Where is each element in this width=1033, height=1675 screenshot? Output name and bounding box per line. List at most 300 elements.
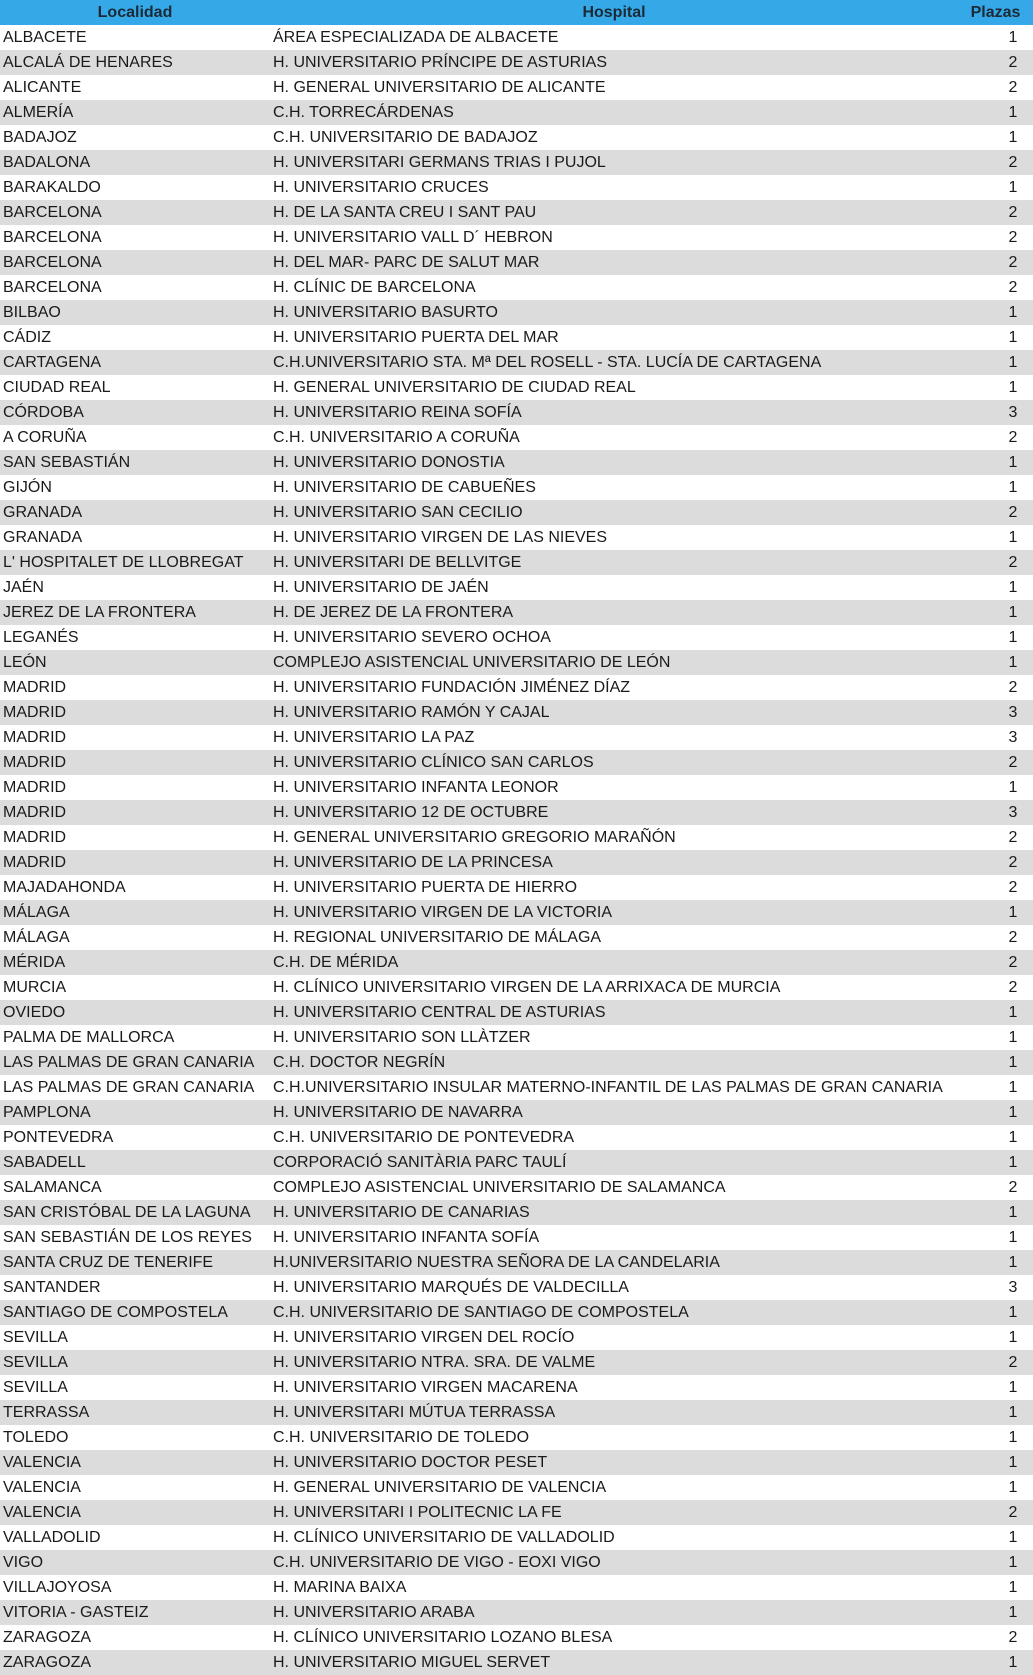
cell-localidad: BILBAO [3, 304, 61, 321]
plazas-value: 2 [1008, 1179, 1018, 1196]
cell-plazas [958, 1300, 1033, 1325]
cell-localidad: TOLEDO [3, 1429, 69, 1446]
cell-plazas [958, 750, 1033, 775]
cell-hospital: C.H. UNIVERSITARIO DE TOLEDO [273, 1429, 530, 1446]
table-row [0, 875, 1033, 900]
cell-plazas [958, 700, 1033, 725]
cell-localidad: CÓRDOBA [3, 404, 84, 421]
cell-localidad: VALENCIA [3, 1454, 81, 1471]
table-row [0, 1350, 1033, 1375]
plazas-value: 2 [1008, 229, 1018, 246]
cell-hospital: H. UNIVERSITARIO MARQUÉS DE VALDECILLA [273, 1279, 629, 1296]
cell-plazas [958, 675, 1033, 700]
cell-hospital: H. UNIVERSITARIO DE CANARIAS [273, 1204, 530, 1221]
cell-plazas [958, 275, 1033, 300]
plazas-value: 1 [1008, 1054, 1018, 1071]
plazas-value: 1 [1008, 129, 1018, 146]
cell-localidad: ZARAGOZA [3, 1654, 92, 1671]
plazas-value: 1 [1008, 1429, 1018, 1446]
table-row [0, 900, 1033, 925]
table-row [0, 1200, 1033, 1225]
cell-localidad: SANTA CRUZ DE TENERIFE [3, 1254, 214, 1271]
plazas-value: 1 [1008, 1129, 1018, 1146]
table-row [0, 1375, 1033, 1400]
cell-hospital: H. DE LA SANTA CREU I SANT PAU [273, 204, 537, 221]
plazas-value: 1 [1008, 454, 1018, 471]
plazas-value: 2 [1008, 1504, 1018, 1521]
cell-plazas [958, 1600, 1033, 1625]
table-row [0, 100, 1033, 125]
plazas-value: 2 [1008, 54, 1018, 71]
cell-hospital: C.H. DOCTOR NEGRÍN [273, 1054, 446, 1071]
plazas-value: 1 [1008, 1579, 1018, 1596]
cell-hospital: H. CLÍNICO UNIVERSITARIO LOZANO BLESA [273, 1629, 613, 1646]
cell-localidad: SEVILLA [3, 1329, 68, 1346]
cell-plazas [958, 500, 1033, 525]
plazas-value: 2 [1008, 504, 1018, 521]
table-row [0, 375, 1033, 400]
cell-localidad: MÁLAGA [3, 904, 70, 921]
cell-plazas [958, 825, 1033, 850]
table-row [0, 1550, 1033, 1575]
plazas-value: 1 [1008, 479, 1018, 496]
cell-plazas [958, 1025, 1033, 1050]
cell-localidad: SEVILLA [3, 1379, 68, 1396]
cell-hospital: C.H. UNIVERSITARIO A CORUÑA [273, 429, 520, 446]
cell-localidad: SABADELL [3, 1154, 86, 1171]
table-row [0, 300, 1033, 325]
cell-localidad: OVIEDO [3, 1004, 66, 1021]
table-row [0, 1000, 1033, 1025]
cell-hospital: H.UNIVERSITARIO NUESTRA SEÑORA DE LA CANDELARIA [273, 1254, 720, 1271]
cell-localidad: BADAJOZ [3, 129, 77, 146]
cell-plazas [958, 550, 1033, 575]
table-row [0, 1250, 1033, 1275]
cell-plazas [958, 225, 1033, 250]
table-row [0, 25, 1033, 50]
table-row [0, 1275, 1033, 1300]
plazas-value: 1 [1008, 179, 1018, 196]
plazas-value: 2 [1008, 929, 1018, 946]
cell-hospital: H. UNIVERSITARIO ARABA [273, 1604, 475, 1621]
cell-hospital: H. GENERAL UNIVERSITARIO DE VALENCIA [273, 1479, 607, 1496]
table-row [0, 425, 1033, 450]
table-body [0, 25, 1033, 1675]
header-row [0, 0, 1033, 25]
cell-hospital: H. GENERAL UNIVERSITARIO GREGORIO MARAÑÓN [273, 829, 676, 846]
plazas-value: 1 [1008, 304, 1018, 321]
plazas-value: 1 [1008, 529, 1018, 546]
cell-localidad: JAÉN [3, 579, 44, 596]
cell-localidad: JEREZ DE LA FRONTERA [3, 604, 196, 621]
cell-plazas [958, 1650, 1033, 1675]
cell-localidad: CARTAGENA [3, 354, 102, 371]
plazas-value: 1 [1008, 1454, 1018, 1471]
cell-hospital: H. UNIVERSITARIO REINA SOFÍA [273, 404, 522, 421]
plazas-value: 1 [1008, 1404, 1018, 1421]
cell-plazas [958, 175, 1033, 200]
table-row [0, 600, 1033, 625]
cell-plazas [958, 850, 1033, 875]
plazas-value: 1 [1008, 1029, 1018, 1046]
cell-localidad: BARCELONA [3, 279, 102, 296]
cell-hospital: C.H. UNIVERSITARIO DE BADAJOZ [273, 129, 538, 146]
cell-plazas [958, 1250, 1033, 1275]
cell-hospital: H. UNIVERSITARIO PUERTA DEL MAR [273, 329, 559, 346]
cell-plazas [958, 1450, 1033, 1475]
cell-plazas [958, 1050, 1033, 1075]
table-row [0, 650, 1033, 675]
cell-hospital: C.H. UNIVERSITARIO DE PONTEVEDRA [273, 1129, 575, 1146]
cell-hospital: H. GENERAL UNIVERSITARIO DE ALICANTE [273, 79, 606, 96]
header-plazas: Plazas [958, 0, 1033, 25]
cell-plazas [958, 1225, 1033, 1250]
plazas-value: 1 [1008, 329, 1018, 346]
plazas-value: 2 [1008, 1629, 1018, 1646]
cell-plazas [958, 650, 1033, 675]
cell-plazas [958, 600, 1033, 625]
table-row [0, 1050, 1033, 1075]
cell-localidad: MAJADAHONDA [3, 879, 126, 896]
cell-plazas [958, 1525, 1033, 1550]
cell-hospital: H. UNIVERSITARI MÚTUA TERRASSA [273, 1404, 556, 1421]
cell-hospital: H. UNIVERSITARIO DE LA PRINCESA [273, 854, 553, 871]
table-row [0, 1025, 1033, 1050]
table-row [0, 500, 1033, 525]
table-row [0, 975, 1033, 1000]
cell-hospital: H. UNIVERSITARIO PUERTA DE HIERRO [273, 879, 578, 896]
table-row [0, 275, 1033, 300]
table-row [0, 625, 1033, 650]
cell-localidad: LAS PALMAS DE GRAN CANARIA [3, 1054, 255, 1071]
cell-localidad: TERRASSA [3, 1404, 90, 1421]
table-row [0, 525, 1033, 550]
cell-hospital: C.H. UNIVERSITARIO DE SANTIAGO DE COMPOSTELA [273, 1304, 689, 1321]
plazas-value: 1 [1008, 1304, 1018, 1321]
cell-localidad: PAMPLONA [3, 1104, 91, 1121]
cell-hospital: H. DE JEREZ DE LA FRONTERA [273, 604, 514, 621]
cell-hospital: H. UNIVERSITARIO BASURTO [273, 304, 498, 321]
table-row [0, 1600, 1033, 1625]
cell-plazas [958, 525, 1033, 550]
plazas-value: 2 [1008, 254, 1018, 271]
cell-plazas [958, 125, 1033, 150]
cell-plazas [958, 725, 1033, 750]
table-row [0, 1075, 1033, 1100]
cell-plazas [958, 1000, 1033, 1025]
cell-localidad: BARCELONA [3, 229, 102, 246]
cell-hospital: H. UNIVERSITARIO RAMÓN Y CAJAL [273, 704, 550, 721]
plazas-value: 2 [1008, 79, 1018, 96]
plazas-value: 1 [1008, 1479, 1018, 1496]
cell-localidad: MADRID [3, 754, 67, 771]
cell-hospital: H. UNIVERSITARIO MIGUEL SERVET [273, 1654, 551, 1671]
cell-localidad: LEGANÉS [3, 629, 79, 646]
table-row [0, 250, 1033, 275]
cell-hospital: H. UNIVERSITARIO VIRGEN DE LA VICTORIA [273, 904, 613, 921]
cell-hospital: H. UNIVERSITARIO VIRGEN MACARENA [273, 1379, 578, 1396]
cell-plazas [958, 200, 1033, 225]
cell-plazas [958, 1575, 1033, 1600]
table-row [0, 700, 1033, 725]
cell-hospital: C.H. DE MÉRIDA [273, 954, 399, 971]
cell-hospital: H. UNIVERSITARIO INFANTA LEONOR [273, 779, 559, 796]
cell-localidad: PONTEVEDRA [3, 1129, 114, 1146]
cell-localidad: SALAMANCA [3, 1179, 102, 1196]
cell-hospital: H. CLÍNIC DE BARCELONA [273, 279, 476, 296]
plazas-value: 1 [1008, 1379, 1018, 1396]
plazas-value: 1 [1008, 1529, 1018, 1546]
plazas-value: 1 [1008, 1004, 1018, 1021]
cell-plazas [958, 1350, 1033, 1375]
cell-localidad: VILLAJOYOSA [3, 1579, 112, 1596]
table-row [0, 925, 1033, 950]
plazas-value: 1 [1008, 104, 1018, 121]
plazas-value: 3 [1008, 704, 1018, 721]
cell-hospital: H. UNIVERSITARIO CLÍNICO SAN CARLOS [273, 754, 594, 771]
table-row [0, 1500, 1033, 1525]
plazas-value: 1 [1008, 604, 1018, 621]
plazas-value: 2 [1008, 154, 1018, 171]
cell-hospital: H. UNIVERSITARIO PRÍNCIPE DE ASTURIAS [273, 54, 607, 71]
plazas-value: 1 [1008, 1104, 1018, 1121]
cell-hospital: COMPLEJO ASISTENCIAL UNIVERSITARIO DE SALAMANCA [273, 1179, 726, 1196]
cell-localidad: MADRID [3, 729, 67, 746]
cell-hospital: CORPORACIÓ SANITÀRIA PARC TAULÍ [273, 1154, 567, 1171]
plazas-value: 2 [1008, 679, 1018, 696]
plazas-value: 1 [1008, 1229, 1018, 1246]
plazas-value: 1 [1008, 354, 1018, 371]
cell-localidad: BARCELONA [3, 254, 102, 271]
cell-hospital: H. UNIVERSITARI GERMANS TRIAS I PUJOL [273, 154, 606, 171]
cell-plazas [958, 800, 1033, 825]
table-row [0, 150, 1033, 175]
plazas-value: 1 [1008, 629, 1018, 646]
cell-hospital: H. GENERAL UNIVERSITARIO DE CIUDAD REAL [273, 379, 636, 396]
cell-hospital: ÁREA ESPECIALIZADA DE ALBACETE [273, 29, 559, 46]
cell-plazas [958, 150, 1033, 175]
cell-localidad: LAS PALMAS DE GRAN CANARIA [3, 1079, 255, 1096]
cell-plazas [958, 375, 1033, 400]
cell-hospital: H. UNIVERSITARIO SEVERO OCHOA [273, 629, 551, 646]
cell-plazas [958, 1200, 1033, 1225]
cell-localidad: MURCIA [3, 979, 67, 996]
table-row [0, 1525, 1033, 1550]
table-row [0, 800, 1033, 825]
table-row [0, 575, 1033, 600]
plazas-value: 1 [1008, 1154, 1018, 1171]
table-header [0, 0, 1033, 25]
table-row [0, 400, 1033, 425]
cell-localidad: MADRID [3, 779, 67, 796]
cell-localidad: BADALONA [3, 154, 91, 171]
plazas-value: 1 [1008, 29, 1018, 46]
cell-hospital: C.H. TORRECÁRDENAS [273, 104, 454, 121]
table-row [0, 1450, 1033, 1475]
cell-localidad: ALCALÁ DE HENARES [3, 54, 173, 71]
plazas-value: 2 [1008, 954, 1018, 971]
table-row [0, 825, 1033, 850]
cell-plazas [958, 875, 1033, 900]
cell-hospital: H. UNIVERSITARIO VALL D´ HEBRON [273, 229, 553, 246]
table-row [0, 350, 1033, 375]
cell-localidad: MADRID [3, 804, 67, 821]
table-row [0, 225, 1033, 250]
table-row [0, 200, 1033, 225]
cell-localidad: MÁLAGA [3, 929, 70, 946]
table-row [0, 1625, 1033, 1650]
cell-localidad: VITORIA - GASTEIZ [3, 1604, 149, 1621]
cell-localidad: VIGO [3, 1554, 44, 1571]
table-row [0, 1125, 1033, 1150]
cell-hospital: H. UNIVERSITARIO CENTRAL DE ASTURIAS [273, 1004, 606, 1021]
table-row [0, 1300, 1033, 1325]
cell-localidad: GRANADA [3, 504, 83, 521]
plazas-value: 1 [1008, 1329, 1018, 1346]
cell-hospital: C.H. UNIVERSITARIO DE VIGO - EOXI VIGO [273, 1554, 601, 1571]
table-row [0, 725, 1033, 750]
cell-plazas [958, 1475, 1033, 1500]
cell-plazas [958, 1125, 1033, 1150]
plazas-value: 1 [1008, 379, 1018, 396]
cell-localidad: ZARAGOZA [3, 1629, 92, 1646]
cell-plazas [958, 625, 1033, 650]
cell-hospital: H. DEL MAR- PARC DE SALUT MAR [273, 254, 540, 271]
cell-plazas [958, 1075, 1033, 1100]
cell-hospital: H. UNIVERSITARIO FUNDACIÓN JIMÉNEZ DÍAZ [273, 679, 631, 696]
plazas-value: 2 [1008, 554, 1018, 571]
table-row [0, 950, 1033, 975]
plazas-value: 1 [1008, 1604, 1018, 1621]
table-row [0, 50, 1033, 75]
table-row [0, 550, 1033, 575]
plazas-value: 1 [1008, 654, 1018, 671]
plazas-value: 2 [1008, 429, 1018, 446]
cell-hospital: H. UNIVERSITARIO DE CABUEÑES [273, 479, 536, 496]
table-row [0, 175, 1033, 200]
table-row [0, 1150, 1033, 1175]
cell-hospital: H. UNIVERSITARI DE BELLVITGE [273, 554, 522, 571]
cell-localidad: SANTIAGO DE COMPOSTELA [3, 1304, 228, 1321]
cell-hospital: H. CLÍNICO UNIVERSITARIO DE VALLADOLID [273, 1529, 615, 1546]
cell-hospital: H. UNIVERSITARIO VIRGEN DEL ROCÍO [273, 1329, 575, 1346]
cell-plazas [958, 775, 1033, 800]
cell-hospital: H. UNIVERSITARIO LA PAZ [273, 729, 475, 746]
plazas-value: 3 [1008, 804, 1018, 821]
cell-hospital: H. UNIVERSITARIO SAN CECILIO [273, 504, 523, 521]
plazas-value: 1 [1008, 904, 1018, 921]
cell-localidad: L' HOSPITALET DE LLOBREGAT [3, 554, 244, 571]
table-row [0, 1325, 1033, 1350]
plazas-value: 1 [1008, 1204, 1018, 1221]
table-row [0, 1575, 1033, 1600]
table-row [0, 1650, 1033, 1675]
cell-hospital: H. REGIONAL UNIVERSITARIO DE MÁLAGA [273, 929, 602, 946]
cell-localidad: GIJÓN [3, 479, 52, 496]
cell-hospital: H. UNIVERSITARIO DOCTOR PESET [273, 1454, 548, 1471]
plazas-value: 3 [1008, 404, 1018, 421]
cell-localidad: VALLADOLID [3, 1529, 101, 1546]
plazas-value: 1 [1008, 1254, 1018, 1271]
cell-localidad: MÉRIDA [3, 954, 66, 971]
cell-localidad: ALBACETE [3, 29, 87, 46]
table-row [0, 750, 1033, 775]
cell-localidad: CIUDAD REAL [3, 379, 111, 396]
cell-plazas [958, 475, 1033, 500]
cell-plazas [958, 1325, 1033, 1350]
cell-plazas [958, 1275, 1033, 1300]
plazas-value: 3 [1008, 1279, 1018, 1296]
cell-hospital: H. UNIVERSITARIO DONOSTIA [273, 454, 505, 471]
cell-localidad: MADRID [3, 854, 67, 871]
plazas-value: 1 [1008, 779, 1018, 796]
table-row [0, 1425, 1033, 1450]
cell-hospital: H. UNIVERSITARIO NTRA. SRA. DE VALME [273, 1354, 596, 1371]
plazas-value: 1 [1008, 1654, 1018, 1671]
cell-localidad: SEVILLA [3, 1354, 68, 1371]
cell-hospital: C.H.UNIVERSITARIO INSULAR MATERNO-INFANTIL DE LAS PALMAS DE GRAN CANARIA [273, 1079, 943, 1096]
cell-plazas [958, 50, 1033, 75]
cell-localidad: VALENCIA [3, 1504, 81, 1521]
cell-hospital: COMPLEJO ASISTENCIAL UNIVERSITARIO DE LEÓN [273, 654, 671, 671]
cell-localidad: SAN CRISTÓBAL DE LA LAGUNA [3, 1204, 251, 1221]
plazas-value: 3 [1008, 729, 1018, 746]
header-hospital: Hospital [270, 0, 958, 25]
table-row [0, 1400, 1033, 1425]
plazas-value: 1 [1008, 1079, 1018, 1096]
cell-plazas [958, 400, 1033, 425]
cell-hospital: H. MARINA BAIXA [273, 1579, 407, 1596]
cell-plazas [958, 1150, 1033, 1175]
cell-plazas [958, 1500, 1033, 1525]
table-row [0, 475, 1033, 500]
cell-localidad: LEÓN [3, 654, 47, 671]
cell-plazas [958, 250, 1033, 275]
cell-hospital: H. UNIVERSITARIO 12 DE OCTUBRE [273, 804, 549, 821]
cell-plazas [958, 450, 1033, 475]
cell-plazas [958, 1175, 1033, 1200]
cell-plazas [958, 900, 1033, 925]
table-row [0, 1100, 1033, 1125]
cell-plazas [958, 425, 1033, 450]
cell-plazas [958, 75, 1033, 100]
cell-localidad: ALICANTE [3, 79, 82, 96]
plazas-value: 1 [1008, 1554, 1018, 1571]
cell-plazas [958, 1375, 1033, 1400]
table-row [0, 850, 1033, 875]
cell-plazas [958, 325, 1033, 350]
plazas-value: 2 [1008, 754, 1018, 771]
cell-localidad: ALMERÍA [3, 104, 74, 121]
cell-plazas [958, 1625, 1033, 1650]
plazas-value: 2 [1008, 979, 1018, 996]
cell-hospital: C.H.UNIVERSITARIO STA. Mª DEL ROSELL - STA. LUCÍA DE CARTAGENA [273, 354, 822, 371]
cell-localidad: VALENCIA [3, 1479, 81, 1496]
table-row [0, 125, 1033, 150]
table-row [0, 775, 1033, 800]
cell-plazas [958, 950, 1033, 975]
table-row [0, 1175, 1033, 1200]
cell-hospital: H. UNIVERSITARIO INFANTA SOFÍA [273, 1229, 540, 1246]
cell-localidad: MADRID [3, 679, 67, 696]
cell-localidad: SAN SEBASTIÁN DE LOS REYES [3, 1229, 252, 1246]
cell-localidad: BARCELONA [3, 204, 102, 221]
cell-plazas [958, 925, 1033, 950]
cell-localidad: SANTANDER [3, 1279, 101, 1296]
cell-localidad: GRANADA [3, 529, 83, 546]
cell-plazas [958, 975, 1033, 1000]
table-row [0, 1225, 1033, 1250]
